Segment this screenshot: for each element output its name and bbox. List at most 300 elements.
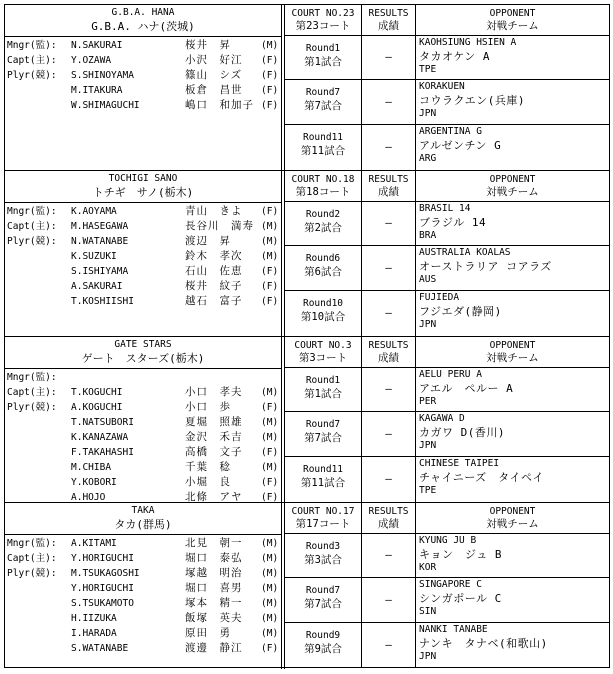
round-label-jp: 第11試合 [300, 145, 346, 157]
member-name-jp: 原田 勇 [185, 627, 231, 639]
result-cell [361, 457, 415, 502]
opponent-name-en: CHINESE TAIPEI [419, 458, 500, 469]
member-row [5, 83, 281, 98]
result-mark: ― [385, 216, 392, 229]
results-header [361, 337, 415, 368]
opponent-cell [415, 412, 609, 456]
member-row [5, 38, 281, 53]
results-header [361, 171, 415, 202]
result-mark: ― [385, 50, 392, 63]
member-row [5, 385, 281, 400]
opponent-header-en: OPPONENT [489, 340, 536, 351]
member-role: Mngr(監): [7, 40, 57, 51]
member-name-jp: 越石 富子 [185, 295, 243, 307]
member-gender: (M) [261, 387, 279, 398]
member-gender: (F) [261, 206, 279, 217]
member-name-en: F.TAKAHASHI [71, 447, 134, 458]
match-row [285, 578, 609, 623]
member-name-en: A.KOGUCHI [71, 402, 123, 413]
opponent-name-en: KYUNG JU B [419, 535, 477, 546]
round-label-en: Round9 [305, 630, 341, 641]
opponent-name-en: KORAKUEN [419, 81, 465, 92]
opponent-country: TPE [419, 485, 437, 496]
result-mark: ― [385, 472, 392, 485]
opponent-country: BRA [419, 230, 437, 241]
opponent-name-en: SINGAPORE C [419, 579, 482, 590]
member-name-jp: 塚越 明治 [185, 567, 243, 579]
member-name-en: Y.OZAWA [71, 55, 112, 66]
member-gender: (M) [261, 40, 279, 51]
member-gender: (M) [261, 553, 279, 564]
team-name-jp: トチギ サノ(栃木) [92, 186, 194, 199]
result-mark: ― [385, 548, 392, 561]
member-row [5, 415, 281, 430]
opponent-header-jp: 対戦チーム [486, 186, 539, 198]
round-label-jp: 第11試合 [300, 477, 346, 489]
round-cell [285, 412, 361, 456]
divider [5, 36, 281, 37]
opponent-header [415, 5, 609, 36]
opponent-name-jp: ブラジル 14 [419, 216, 487, 229]
member-name-jp: 小口 歩 [185, 401, 231, 413]
opponent-name-en: ARGENTINA G [419, 126, 482, 137]
result-mark: ― [385, 140, 392, 153]
results-header-en: RESULTS [368, 8, 409, 19]
opponent-name-jp: ナンキ タナベ(和歌山) [419, 637, 548, 650]
match-schedule [285, 503, 609, 669]
opponent-name-jp: カガワ D(香川) [419, 426, 505, 439]
member-gender: (M) [261, 236, 279, 247]
results-header [361, 5, 415, 36]
member-name-jp: 板倉 昌世 [185, 84, 243, 96]
opponent-country: TPE [419, 64, 437, 75]
opponent-name-jp: シンガポール C [419, 592, 502, 605]
member-gender: (F) [261, 492, 279, 503]
team-name-en: TOCHIGI SANO [108, 173, 178, 184]
round-label-jp: 第2試合 [304, 222, 342, 234]
member-name-jp: 千葉 稔 [185, 461, 231, 473]
member-row [5, 294, 281, 309]
member-name-en: S.ISHIYAMA [71, 266, 129, 277]
team-block [5, 503, 609, 669]
member-name-jp: 小沢 好江 [185, 54, 243, 66]
team-name-jp: ゲート スターズ(栃木) [81, 352, 205, 365]
member-role: Plyr(競): [7, 70, 57, 81]
schedule-sheet [4, 4, 610, 668]
member-name-en: K.KANAZAWA [71, 432, 129, 443]
result-cell [361, 202, 415, 245]
member-name-en: K.AOYAMA [71, 206, 117, 217]
court-header [285, 171, 361, 202]
member-row [5, 279, 281, 294]
member-row [5, 626, 281, 641]
member-gender: (M) [261, 251, 279, 262]
member-name-jp: 渡邊 静江 [185, 642, 243, 654]
team-name-jp: タカ(群馬) [114, 518, 172, 531]
opponent-name-en: AUSTRALIA KOALAS [419, 247, 511, 258]
match-schedule [285, 337, 609, 502]
member-role: Plyr(競): [7, 402, 57, 413]
member-name-jp: 小口 孝夫 [185, 386, 243, 398]
opponent-cell [415, 578, 609, 622]
opponent-cell [415, 368, 609, 411]
round-cell [285, 36, 361, 79]
member-name-jp: 渡辺 昇 [185, 235, 231, 247]
round-cell [285, 246, 361, 290]
member-gender: (F) [261, 643, 279, 654]
opponent-country: AUS [419, 274, 437, 285]
member-gender: (M) [261, 568, 279, 579]
member-name-en: Y.KOBORI [71, 477, 117, 488]
member-row [5, 249, 281, 264]
opponent-name-en: BRASIL 14 [419, 203, 471, 214]
member-row [5, 430, 281, 445]
member-name-en: A.HOJO [71, 492, 106, 503]
result-cell [361, 578, 415, 622]
member-row [5, 445, 281, 460]
team-name-jp: G.B.A. ハナ(茨城) [91, 20, 195, 33]
opponent-header-en: OPPONENT [489, 174, 536, 185]
member-name-jp: 桜井 昇 [185, 39, 231, 51]
round-label-jp: 第3試合 [304, 554, 342, 566]
member-name-jp: 堀口 喜男 [185, 582, 243, 594]
court-header-jp: 第23コート [295, 20, 351, 32]
member-gender: (F) [261, 402, 279, 413]
results-header-jp: 成績 [378, 352, 399, 364]
member-name-en: S.SHINOYAMA [71, 70, 134, 81]
opponent-name-jp: フジエダ(静岡) [419, 305, 502, 318]
member-name-en: A.KITAMI [71, 538, 117, 549]
member-role: Mngr(監): [7, 538, 57, 549]
team-panel [5, 337, 281, 502]
team-block [5, 5, 609, 171]
member-gender: (M) [261, 613, 279, 624]
member-gender: (M) [261, 538, 279, 549]
team-panel [5, 171, 281, 336]
member-name-en: M.ITAKURA [71, 85, 123, 96]
member-name-en: A.SAKURAI [71, 281, 123, 292]
opponent-cell [415, 80, 609, 124]
divider [5, 202, 281, 203]
member-name-en: S.TSUKAMOTO [71, 598, 134, 609]
round-label-jp: 第7試合 [304, 598, 342, 610]
member-name-en: Y.HORIGUCHI [71, 553, 134, 564]
round-label-jp: 第1試合 [304, 388, 342, 400]
member-role: Plyr(競): [7, 568, 57, 579]
member-name-jp: 鈴木 孝次 [185, 250, 243, 262]
court-header-en: COURT NO.17 [291, 506, 355, 517]
opponent-header-en: OPPONENT [489, 506, 536, 517]
round-label-en: Round7 [305, 419, 341, 430]
round-label-en: Round7 [305, 87, 341, 98]
member-name-jp: 北條 アヤ [185, 491, 243, 503]
member-gender: (M) [261, 221, 279, 232]
results-header-en: RESULTS [368, 506, 409, 517]
round-cell [285, 202, 361, 245]
results-header-jp: 成績 [378, 186, 399, 198]
member-name-jp: 塚本 精一 [185, 597, 243, 609]
member-role: Capt(主): [7, 55, 57, 66]
opponent-cell [415, 457, 609, 502]
divider [5, 534, 281, 535]
match-schedule [285, 5, 609, 170]
member-row [5, 596, 281, 611]
member-row [5, 536, 281, 551]
court-header-en: COURT NO.18 [291, 174, 355, 185]
opponent-name-en: KAOHSIUNG HSIEN A [419, 37, 517, 48]
court-header-jp: 第17コート [295, 518, 351, 530]
member-row [5, 581, 281, 596]
results-header-en: RESULTS [368, 174, 409, 185]
member-name-jp: 堀口 泰弘 [185, 552, 243, 564]
member-role: Plyr(競): [7, 236, 57, 247]
results-header-en: RESULTS [368, 340, 409, 351]
match-row [285, 80, 609, 125]
member-name-en: M.HASEGAWA [71, 221, 129, 232]
round-label-en: Round1 [305, 43, 341, 54]
opponent-header-en: OPPONENT [489, 8, 536, 19]
match-row [285, 457, 609, 502]
round-label-jp: 第9試合 [304, 643, 342, 655]
opponent-cell [415, 36, 609, 79]
member-name-jp: 小堀 良 [185, 476, 231, 488]
match-row [285, 36, 609, 80]
match-row [285, 412, 609, 457]
member-gender: (M) [261, 417, 279, 428]
result-mark: ― [385, 95, 392, 108]
member-gender: (M) [261, 583, 279, 594]
opponent-name-en: FUJIEDA [419, 292, 460, 303]
opponent-name-jp: アルゼンチン G [419, 139, 502, 152]
match-row [285, 368, 609, 412]
result-cell [361, 412, 415, 456]
member-name-jp: 桜井 紋子 [185, 280, 243, 292]
member-name-en: T.KOGUCHI [71, 387, 123, 398]
result-mark: ― [385, 427, 392, 440]
member-row [5, 234, 281, 249]
member-row [5, 204, 281, 219]
opponent-name-jp: チャイニーズ タイペイ [419, 471, 544, 484]
member-name-en: H.IIZUKA [71, 613, 117, 624]
opponent-header-jp: 対戦チーム [486, 20, 539, 32]
round-label-en: Round2 [305, 209, 341, 220]
opponent-country: JPN [419, 440, 437, 451]
team-block [5, 171, 609, 337]
member-name-jp: 夏堀 照雄 [185, 416, 243, 428]
opponent-name-jp: キョン ジュ B [419, 548, 503, 561]
result-cell [361, 534, 415, 577]
member-name-jp: 石山 佐恵 [185, 265, 243, 277]
member-name-jp: 長谷川 満寿 [185, 220, 254, 232]
round-label-jp: 第1試合 [304, 56, 342, 68]
round-label-jp: 第10試合 [300, 311, 346, 323]
member-name-en: M.TSUKAGOSHI [71, 568, 140, 579]
result-mark: ― [385, 261, 392, 274]
result-cell [361, 623, 415, 668]
member-gender: (F) [261, 70, 279, 81]
opponent-country: JPN [419, 319, 437, 330]
member-row [5, 551, 281, 566]
result-cell [361, 125, 415, 170]
member-name-en: S.WATANABE [71, 643, 129, 654]
round-cell [285, 80, 361, 124]
member-name-en: N.SAKURAI [71, 40, 123, 51]
opponent-name-en: KAGAWA D [419, 413, 465, 424]
member-name-jp: 金沢 禾吉 [185, 431, 243, 443]
result-cell [361, 36, 415, 79]
team-block [5, 337, 609, 503]
result-mark: ― [385, 638, 392, 651]
member-row [5, 611, 281, 626]
opponent-name-en: NANKI TANABE [419, 624, 488, 635]
member-name-jp: 篠山 シズ [185, 69, 243, 81]
opponent-country: KOR [419, 562, 437, 573]
member-row [5, 264, 281, 279]
round-label-en: Round1 [305, 375, 341, 386]
opponent-country: PER [419, 396, 437, 407]
court-header-jp: 第18コート [295, 186, 351, 198]
member-name-en: W.SHIMAGUCHI [71, 100, 140, 111]
member-name-en: M.CHIBA [71, 462, 112, 473]
result-mark: ― [385, 593, 392, 606]
member-name-jp: 高橋 文子 [185, 446, 243, 458]
member-row [5, 641, 281, 656]
member-gender: (M) [261, 598, 279, 609]
member-name-jp: 北見 朝一 [185, 537, 243, 549]
opponent-cell [415, 291, 609, 336]
opponent-cell [415, 202, 609, 245]
opponent-cell [415, 125, 609, 170]
opponent-cell [415, 534, 609, 577]
result-cell [361, 368, 415, 411]
round-cell [285, 623, 361, 668]
round-cell [285, 368, 361, 411]
round-label-en: Round7 [305, 585, 341, 596]
opponent-header-jp: 対戦チーム [486, 352, 539, 364]
member-gender: (M) [261, 432, 279, 443]
round-label-en: Round3 [305, 541, 341, 552]
member-role: Capt(主): [7, 221, 57, 232]
round-cell [285, 578, 361, 622]
member-name-en: I.HARADA [71, 628, 117, 639]
opponent-cell [415, 623, 609, 668]
court-header-jp: 第3コート [298, 352, 348, 364]
member-role: Mngr(監): [7, 206, 57, 217]
member-gender: (F) [261, 296, 279, 307]
member-name-jp: 青山 きよ [185, 205, 243, 217]
round-label-jp: 第6試合 [304, 266, 342, 278]
result-mark: ― [385, 382, 392, 395]
team-panel [5, 5, 281, 170]
result-cell [361, 246, 415, 290]
result-mark: ― [385, 306, 392, 319]
results-header-jp: 成績 [378, 20, 399, 32]
match-row [285, 246, 609, 291]
team-name-en: GATE STARS [114, 339, 172, 350]
round-label-en: Round6 [305, 253, 341, 264]
round-cell [285, 534, 361, 577]
result-cell [361, 80, 415, 124]
court-header-en: COURT NO.3 [294, 340, 352, 351]
member-gender: (F) [261, 477, 279, 488]
opponent-country: JPN [419, 651, 437, 662]
member-row [5, 400, 281, 415]
member-gender: (F) [261, 100, 279, 111]
court-header [285, 337, 361, 368]
member-gender: (F) [261, 85, 279, 96]
member-name-jp: 飯塚 英夫 [185, 612, 243, 624]
opponent-country: ARG [419, 153, 437, 164]
opponent-country: JPN [419, 108, 437, 119]
opponent-name-jp: コウラクエン(兵庫) [419, 94, 526, 107]
member-name-en: T.NATSUBORI [71, 417, 134, 428]
match-row [285, 202, 609, 246]
opponent-name-jp: タカオケン A [419, 50, 490, 63]
member-row [5, 566, 281, 581]
opponent-name-jp: オーストラリア コアラズ [419, 260, 552, 273]
court-header [285, 503, 361, 534]
member-row [5, 370, 281, 385]
member-gender: (F) [261, 55, 279, 66]
match-row [285, 125, 609, 170]
round-cell [285, 457, 361, 502]
opponent-cell [415, 246, 609, 290]
team-name-en: TAKA [131, 505, 155, 516]
result-cell [361, 291, 415, 336]
court-header [285, 5, 361, 36]
divider [5, 368, 281, 369]
opponent-name-en: AELU PERU A [419, 369, 482, 380]
results-header-jp: 成績 [378, 518, 399, 530]
round-label-jp: 第7試合 [304, 100, 342, 112]
member-row [5, 219, 281, 234]
member-role: Capt(主): [7, 387, 57, 398]
round-label-en: Round11 [302, 132, 344, 143]
match-row [285, 623, 609, 668]
match-schedule [285, 171, 609, 336]
member-gender: (F) [261, 281, 279, 292]
member-name-en: Y.HORIGUCHI [71, 583, 134, 594]
member-name-en: K.SUZUKI [71, 251, 117, 262]
member-row [5, 68, 281, 83]
member-row [5, 53, 281, 68]
member-name-en: T.KOSHIISHI [71, 296, 134, 307]
member-gender: (F) [261, 266, 279, 277]
member-gender: (M) [261, 628, 279, 639]
round-label-en: Round10 [302, 298, 344, 309]
opponent-name-jp: アエル ペルー A [419, 382, 514, 395]
round-cell [285, 125, 361, 170]
member-name-jp: 嶋口 和加子 [185, 99, 254, 111]
court-header-en: COURT NO.23 [291, 8, 355, 19]
results-header [361, 503, 415, 534]
member-row [5, 475, 281, 490]
opponent-country: SIN [419, 606, 437, 617]
member-row [5, 460, 281, 475]
member-gender: (F) [261, 447, 279, 458]
round-label-jp: 第7試合 [304, 432, 342, 444]
match-row [285, 291, 609, 336]
team-panel [5, 503, 281, 669]
member-role: Capt(主): [7, 553, 57, 564]
match-row [285, 534, 609, 578]
opponent-header-jp: 対戦チーム [486, 518, 539, 530]
round-label-en: Round11 [302, 464, 344, 475]
opponent-header [415, 337, 609, 368]
opponent-header [415, 503, 609, 534]
member-role: Mngr(監): [7, 372, 57, 383]
member-name-en: N.WATANABE [71, 236, 129, 247]
